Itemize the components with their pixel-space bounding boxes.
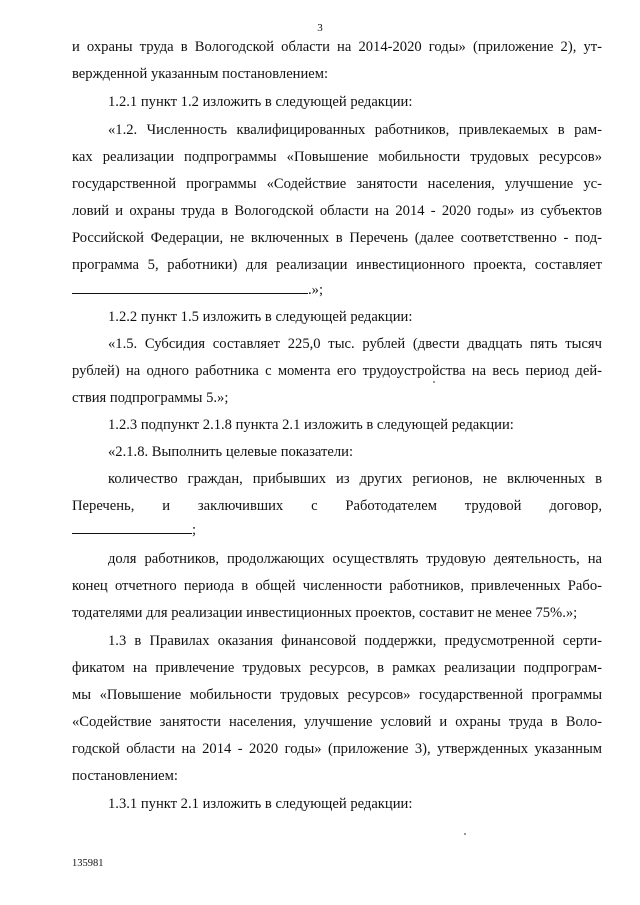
text-line: Перечень, и заключивших с Работодателем трудовой договор,: [72, 498, 602, 514]
text-line: «1.2. Численность квалифицированных работников, привлекаемых в рам-: [108, 122, 602, 138]
text-line: «Содействие занятости населения, улучшение условий и охраны труда в Воло-: [72, 714, 602, 730]
text-line: ствия подпрограммы 5.»;: [72, 390, 229, 406]
text-line: тодателями для реализации инвестиционных проектов, составит не менее 75%.»;: [72, 605, 578, 621]
blank-suffix: .»;: [308, 282, 323, 298]
text-line: годской области на 2014 - 2020 годы» (приложение 3), утвержденных указанным: [72, 741, 602, 757]
text-line: доля работников, продолжающих осуществлять трудовую деятельность, на: [108, 551, 602, 567]
text-line: 1.3.1 пункт 2.1 изложить в следующей редакции:: [108, 796, 413, 812]
text-line: и охраны труда в Вологодской области на 2014-2020 годы» (приложение 2), ут-: [72, 39, 602, 55]
fill-in-blank: [72, 520, 192, 534]
text-line: программа 5, работники) для реализации инвестиционного проекта, составляет: [72, 257, 602, 273]
text-line: Российской Федерации, не включенных в Перечень (далее соответственно - под-: [72, 230, 602, 246]
text-line: «1.5. Субсидия составляет 225,0 тыс. рублей (двести двадцать пять тысяч: [108, 336, 602, 352]
text-line: 1.2.2 пункт 1.5 изложить в следующей редакции:: [108, 309, 413, 325]
text-line: фикатом на привлечение трудовых ресурсов, в рамках реализации подпрограм-: [72, 660, 602, 676]
text-line: вержденной указанным постановлением:: [72, 66, 329, 82]
text-line: 1.2.1 пункт 1.2 изложить в следующей редакции:: [108, 94, 413, 110]
document-code: 135981: [72, 858, 104, 869]
text-line: ловий и охраны труда в Вологодской области на 2014 - 2020 годы» из субъектов: [72, 203, 602, 219]
scan-speck: [464, 833, 466, 835]
text-line: количество граждан, прибывших из других регионов, не включенных в: [108, 471, 602, 487]
page-number: 3: [317, 22, 323, 34]
text-line: конец отчетного периода в общей численности работников, привлеченных Рабо-: [72, 578, 602, 594]
blank-line-workers: [72, 280, 602, 299]
text-line: 1.3 в Правилах оказания финансовой поддержки, предусмотренной серти-: [108, 633, 602, 649]
blank-suffix: ;: [192, 522, 197, 538]
text-line: ках реализации подпрограммы «Повышение мобильности трудовых ресурсов»: [72, 149, 602, 165]
text-line: «2.1.8. Выполнить целевые показатели:: [108, 444, 354, 460]
blank-line-contracts: [72, 520, 602, 539]
text-line: 1.2.3 подпункт 2.1.8 пункта 2.1 изложить в следующей редакции:: [108, 417, 514, 433]
text-line: рублей) на одного работника с момента его трудоустройства на весь период дей-: [72, 363, 602, 379]
text-line: мы «Повышение мобильности трудовых ресурсов» государственной программы: [72, 687, 602, 703]
fill-in-blank: [72, 280, 308, 294]
text-line: государственной программы «Содействие занятости населения, улучшение ус-: [72, 176, 602, 192]
text-line: постановлением:: [72, 768, 178, 784]
scan-speck: [433, 381, 435, 383]
